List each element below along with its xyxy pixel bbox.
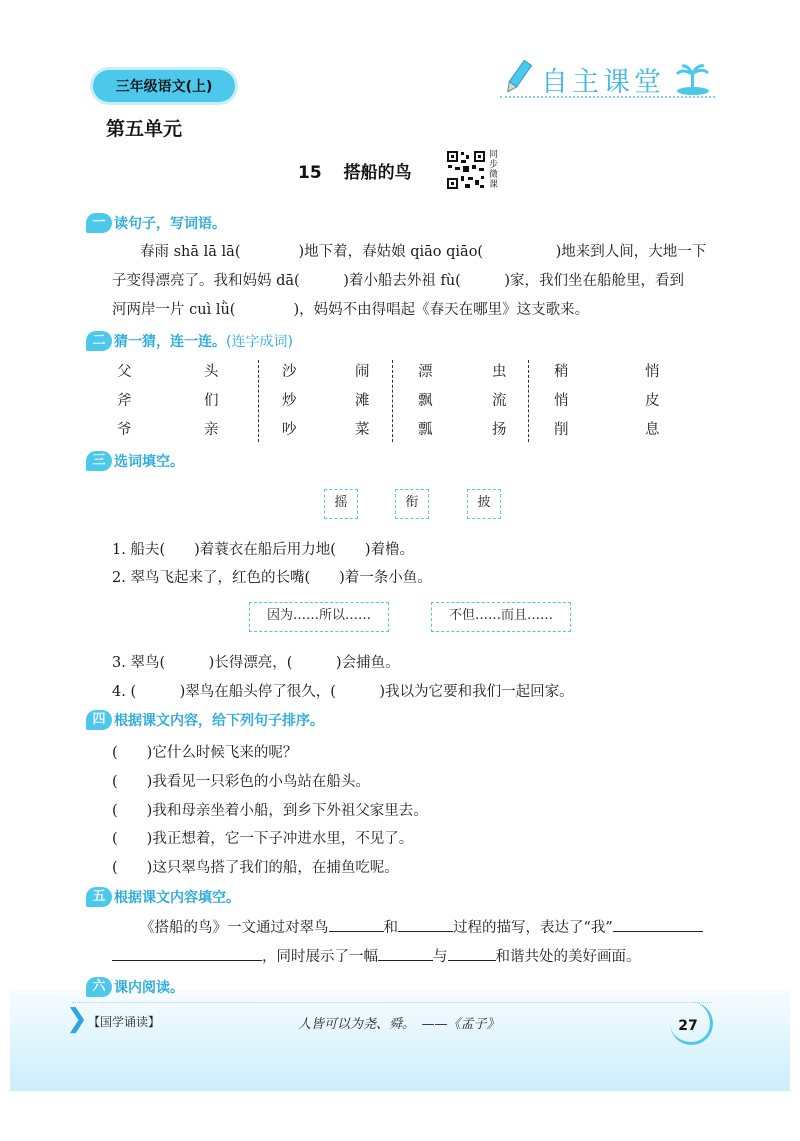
lesson-number: 15	[298, 163, 322, 183]
grid-divider	[258, 360, 259, 442]
s1-line-1: 春雨 shā lā lā( )地下着，春姑娘 qiāo qiāo( )地来到人间，大地一下	[140, 244, 707, 260]
grid-char[interactable]: 瓢	[418, 422, 433, 438]
s5-text: 与	[433, 949, 448, 965]
s5-text: 和谐共处的美好画面。	[495, 949, 641, 965]
grid-char[interactable]: 菜	[355, 422, 370, 438]
s3-question-1: 1. 船夫( )着蓑衣在船后用力地( )着橹。	[112, 542, 415, 558]
grid-char[interactable]: 沙	[282, 364, 297, 380]
s5-text: ，同时展示了一幅	[262, 949, 378, 965]
footer-quote: 人皆可以为尧、舜。 ——《孟子》	[298, 1017, 500, 1032]
word-box[interactable]: 不但……而且……	[431, 602, 571, 632]
grid-char[interactable]: 炒	[282, 393, 297, 409]
grid-char[interactable]: 流	[492, 393, 507, 409]
footer-tag: 【国学诵读】	[88, 1015, 161, 1029]
grid-divider	[392, 360, 393, 442]
s5-line-2	[112, 943, 712, 971]
grid-char[interactable]: 爷	[117, 422, 132, 438]
s5-text: 和	[383, 920, 398, 936]
order-item: ( )它什么时候飞来的呢？	[112, 745, 298, 761]
order-item: ( )我看见一只彩色的小鸟站在船头。	[112, 774, 370, 790]
section-title: 选词填空。	[114, 454, 184, 470]
grid-char[interactable]: 扬	[492, 422, 507, 438]
grid-char[interactable]: 皮	[645, 393, 660, 409]
s3-question-4: 4. ( )翠鸟在船头停了很久，( )我以为它要和我们一起回家。	[112, 684, 574, 700]
footer-divider	[72, 1002, 712, 1003]
brand-title: 自主课堂	[541, 67, 665, 98]
section-number: 三	[86, 451, 112, 471]
pencil-icon	[500, 58, 536, 98]
section-2-heading	[86, 330, 293, 352]
lesson-name: 搭船的鸟	[343, 163, 412, 183]
grid-char[interactable]: 飘	[418, 393, 433, 409]
fill-blank[interactable]	[398, 931, 453, 932]
section-title: 课内阅读。	[114, 980, 184, 996]
section-5-heading	[86, 886, 240, 908]
grid-char[interactable]: 父	[117, 364, 132, 380]
word-box[interactable]: 因为……所以……	[249, 602, 389, 632]
lesson-title	[298, 158, 412, 183]
grid-char[interactable]: 滩	[355, 393, 370, 409]
s5-text: 《搭船的鸟》一文通过对翠鸟	[140, 920, 329, 936]
s5-line-1	[140, 914, 720, 942]
section-4-heading	[86, 709, 324, 731]
section-1-heading	[86, 212, 226, 234]
s3-question-3: 3. 翠鸟( )长得漂亮，( )会捕鱼。	[112, 655, 400, 671]
fill-blank[interactable]	[112, 960, 262, 961]
section-number: 一	[86, 213, 112, 233]
section-number: 四	[86, 710, 112, 730]
chevron-right-icon: ❯	[66, 1004, 88, 1034]
section-note: (连字成词)	[226, 334, 293, 350]
grid-char[interactable]: 悄	[645, 364, 660, 380]
grid-char[interactable]: 头	[204, 364, 219, 380]
brand-divider	[500, 96, 715, 98]
grid-char[interactable]: 们	[204, 393, 219, 409]
palm-island-icon	[674, 62, 712, 96]
grade-badge: 三年级语文(上)	[93, 70, 235, 102]
grid-char[interactable]: 息	[645, 422, 660, 438]
fill-blank[interactable]	[378, 960, 433, 961]
section-title: 根据课文内容填空。	[114, 890, 240, 906]
page-number: 27	[678, 1018, 698, 1034]
word-box[interactable]: 摇	[324, 489, 358, 519]
fill-blank[interactable]	[329, 931, 384, 932]
grid-char[interactable]: 稍	[554, 364, 569, 380]
grid-char[interactable]: 悄	[554, 393, 569, 409]
grid-char[interactable]: 虫	[492, 364, 507, 380]
word-box[interactable]: 衔	[395, 489, 429, 519]
grid-divider	[528, 360, 529, 442]
unit-title: 第五单元	[106, 118, 183, 140]
grid-char[interactable]: 亲	[204, 422, 219, 438]
grid-char[interactable]: 吵	[282, 422, 297, 438]
section-title: 猜一猜，连一连。	[114, 334, 226, 350]
order-item: ( )我和母亲坐着小船，到乡下外祖父家里去。	[112, 803, 428, 819]
order-item: ( )我正想着，它一下子冲进水里，不见了。	[112, 831, 414, 847]
s3-question-2: 2. 翠鸟飞起来了，红色的长嘴( )着一条小鱼。	[112, 570, 432, 586]
section-6-heading	[86, 976, 184, 998]
grid-char[interactable]: 斧	[117, 393, 132, 409]
s1-line-2: 子变得漂亮了。我和妈妈 dā( )着小船去外祖 fù( )家，我们坐在船舱里，看到	[112, 273, 684, 289]
order-item: ( )这只翠鸟搭了我们的船，在捕鱼吃呢。	[112, 860, 399, 876]
section-number: 六	[86, 977, 112, 997]
s5-text: 过程的描写，表达了“我”	[453, 920, 613, 936]
qr-code-icon[interactable]	[446, 150, 486, 190]
s1-line-3: 河两岸一片 cuì lǜ( )，妈妈不由得唱起《春天在哪里》这支歌来。	[112, 302, 590, 318]
fill-blank[interactable]	[613, 931, 703, 932]
fill-blank[interactable]	[448, 960, 496, 961]
section-3-heading	[86, 450, 184, 472]
grid-char[interactable]: 闹	[355, 364, 370, 380]
qr-label: 同步微课	[489, 150, 499, 190]
section-title: 读句子，写词语。	[114, 216, 226, 232]
section-number: 五	[86, 887, 112, 907]
grid-char[interactable]: 漂	[418, 364, 433, 380]
section-title: 根据课文内容，给下列句子排序。	[114, 713, 324, 729]
word-box[interactable]: 披	[467, 489, 501, 519]
grid-char[interactable]: 削	[554, 422, 569, 438]
section-number: 二	[86, 331, 112, 351]
